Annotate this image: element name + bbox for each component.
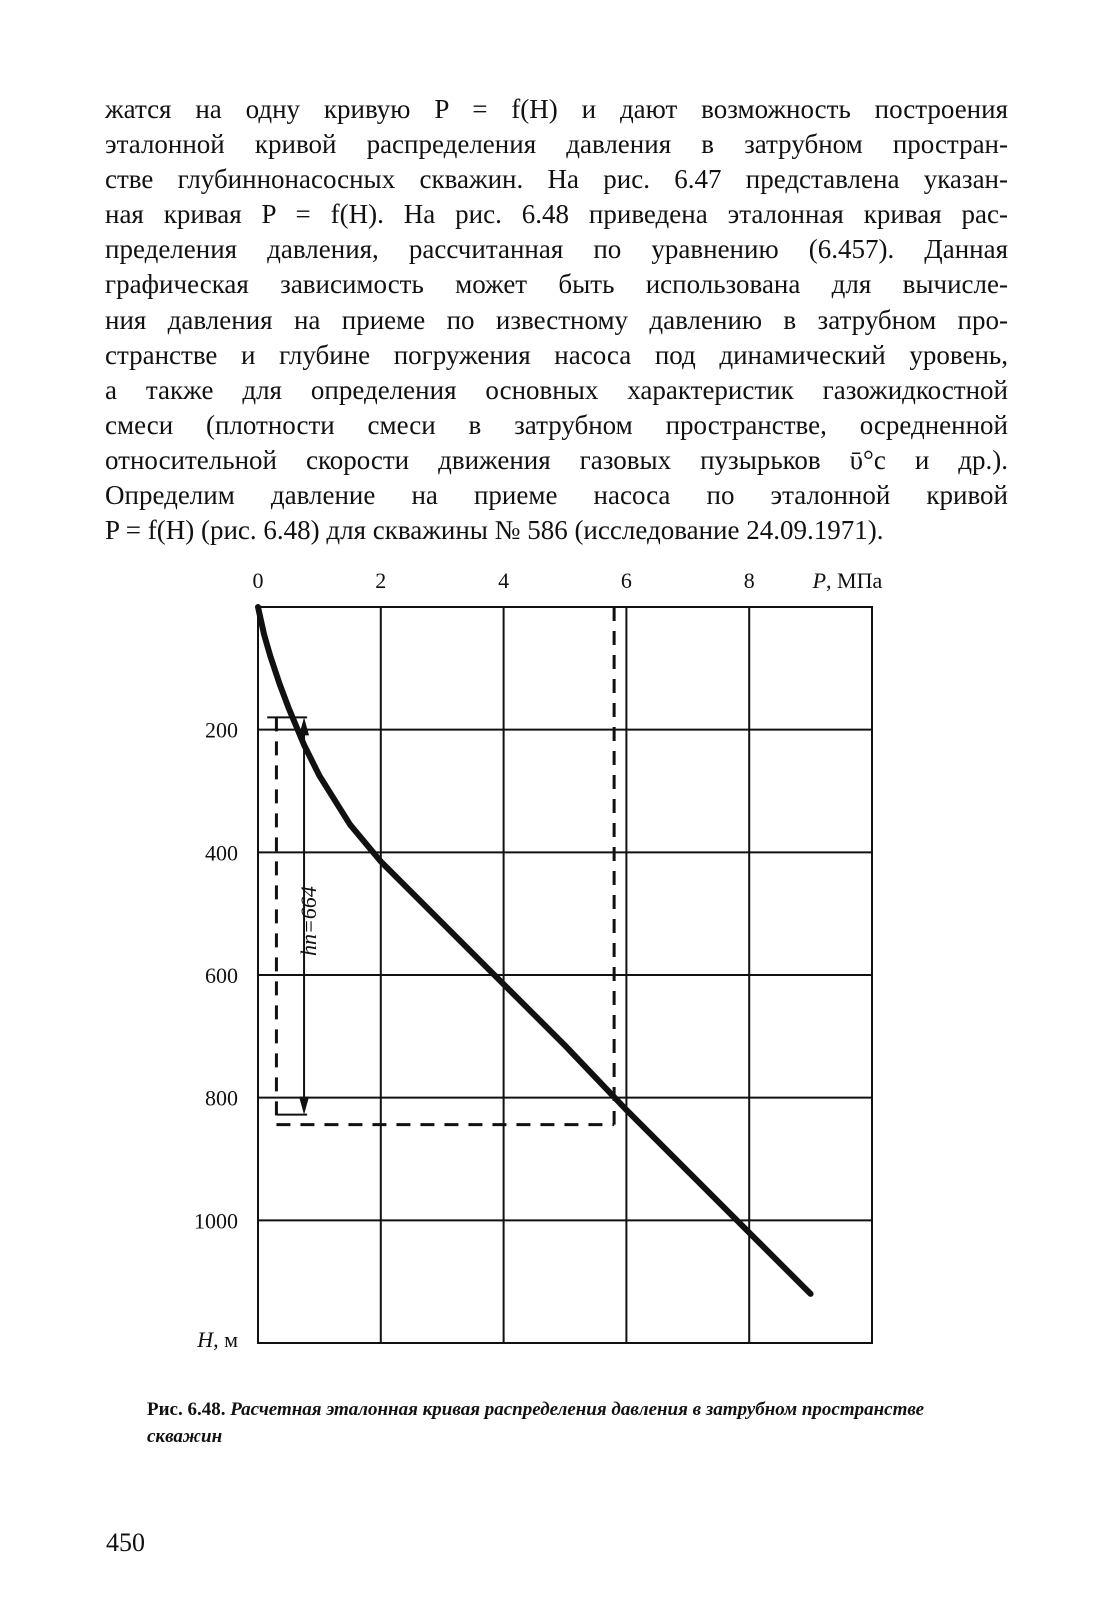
text-line: графическая зависимость может быть использована для вычисле- — [105, 269, 1008, 300]
text-line: странстве и глубине погружения насоса под динамический уровень, — [105, 339, 1008, 370]
text-line: относительной скорости движения газовых пузырьков ῡ°c и др.). — [105, 444, 1008, 475]
y-tick-label: 400 — [205, 840, 238, 866]
x-tick-label: 8 — [743, 568, 755, 593]
text-line: Определим давление на приеме насоса по эталонной кривой — [105, 480, 1008, 511]
text-line: а также для определения основных характеристик газожидкостной — [105, 374, 1008, 405]
x-tick-label: 6 — [620, 568, 632, 593]
caption-label: Рис. 6.48. — [147, 1399, 226, 1420]
caption-text: Расчетная эталонная кривая распределения давления в затрубном пространстве скважин — [147, 1399, 925, 1447]
figure-caption — [147, 1396, 987, 1450]
text-line: ная кривая P = f(H). На рис. 6.48 приведена эталонная кривая рас- — [105, 199, 1008, 230]
h-dimension-label: hп=664 — [296, 886, 322, 956]
text-line: смеси (плотности смеси в затрубном пространстве, осредненной — [105, 409, 1008, 440]
x-tick-label: 0 — [252, 568, 264, 593]
arrowhead-bottom — [299, 1097, 309, 1115]
pressure-curve — [258, 607, 811, 1294]
text-line: эталонной кривой распределения давления в затрубном простран- — [105, 129, 1008, 160]
y-tick-label: 800 — [205, 1085, 238, 1111]
arrowhead-top — [299, 717, 309, 735]
y-tick-label: 200 — [205, 717, 238, 743]
page-number: 450 — [106, 1528, 145, 1557]
x-axis-label: P, МПа — [812, 568, 883, 593]
y-axis-label: H, м — [197, 1327, 238, 1352]
text-line: жатся на одну кривую P = f(H) и дают возможность построения — [105, 94, 1008, 124]
text-line: пределения давления, рассчитанная по уравнению (6.457). Данная — [105, 234, 1008, 265]
y-tick-label: 1000 — [194, 1208, 238, 1234]
x-tick-label: 2 — [375, 568, 387, 593]
text-line: ния давления на приеме по известному давлению в затрубном про- — [105, 304, 1008, 335]
x-tick-label: 4 — [498, 568, 510, 593]
text-line: P = f(H) (рис. 6.48) для скважины № 586 (исследование 24.09.1971). — [105, 515, 884, 546]
y-tick-label: 600 — [205, 963, 238, 988]
text-line: стве глубиннонасосных скважин. На рис. 6.47 представлена указан- — [105, 164, 1008, 195]
